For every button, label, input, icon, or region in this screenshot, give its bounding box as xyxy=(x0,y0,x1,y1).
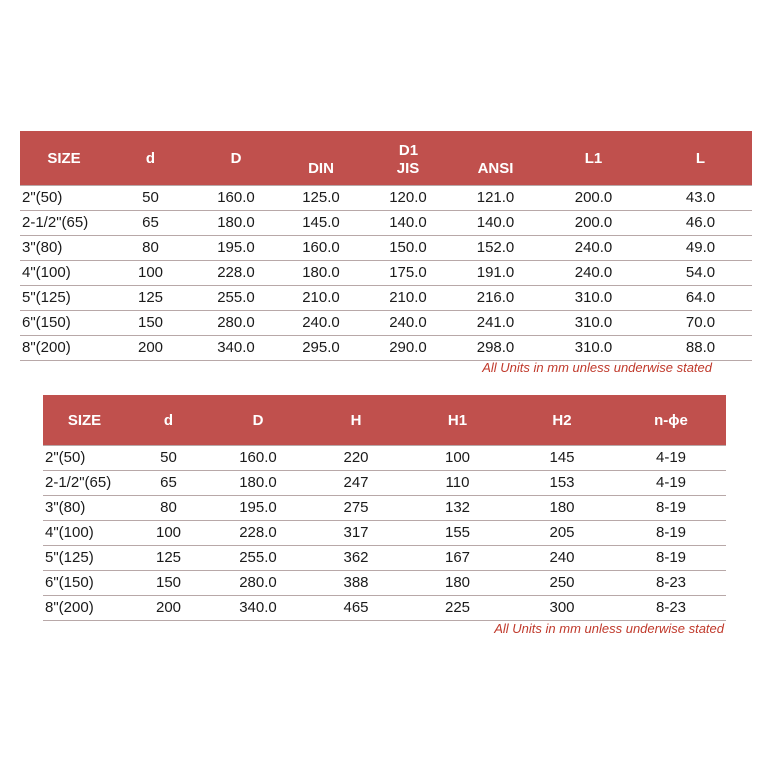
table-cell: 8-19 xyxy=(616,546,726,571)
dimensions-table-2 xyxy=(43,395,726,621)
table-cell: 3"(80) xyxy=(20,236,108,261)
table-row xyxy=(43,471,726,496)
table-row xyxy=(20,336,752,361)
table-cell: 6"(150) xyxy=(43,571,126,596)
table-cell: 140.0 xyxy=(453,211,538,236)
table-cell: 2"(50) xyxy=(20,186,108,211)
table-cell: 88.0 xyxy=(649,336,752,361)
header-cell: H1 xyxy=(407,395,508,446)
header-D: D xyxy=(193,131,279,186)
table-cell: 240 xyxy=(508,546,616,571)
table-cell: 160.0 xyxy=(193,186,279,211)
table-cell: 140.0 xyxy=(363,211,453,236)
table-cell: 340.0 xyxy=(211,596,305,621)
table-cell: 180.0 xyxy=(193,211,279,236)
table-cell: 240.0 xyxy=(538,236,649,261)
table-cell: 175.0 xyxy=(363,261,453,286)
table-cell: 200 xyxy=(126,596,211,621)
table-cell: 64.0 xyxy=(649,286,752,311)
table-cell: 241.0 xyxy=(453,311,538,336)
table-cell: 200.0 xyxy=(538,186,649,211)
table-cell: 310.0 xyxy=(538,286,649,311)
table-row xyxy=(20,211,752,236)
header-l: L xyxy=(649,131,752,186)
header-l1: L1 xyxy=(538,131,649,186)
table-cell: 195.0 xyxy=(193,236,279,261)
table-row xyxy=(43,596,726,621)
table-cell: 2"(50) xyxy=(43,446,126,471)
table-cell: 240.0 xyxy=(363,311,453,336)
table-cell: 65 xyxy=(108,211,193,236)
table-cell: 310.0 xyxy=(538,336,649,361)
table-cell: 145 xyxy=(508,446,616,471)
table-cell: 310.0 xyxy=(538,311,649,336)
table-cell: 6"(150) xyxy=(20,311,108,336)
table-cell: 247 xyxy=(305,471,407,496)
table-cell: 49.0 xyxy=(649,236,752,261)
table-cell: 280.0 xyxy=(211,571,305,596)
header-jis: JIS xyxy=(363,160,453,186)
table-cell: 290.0 xyxy=(363,336,453,361)
table-cell: 298.0 xyxy=(453,336,538,361)
table-cell: 280.0 xyxy=(193,311,279,336)
table-cell: 216.0 xyxy=(453,286,538,311)
table-cell: 255.0 xyxy=(211,546,305,571)
table-cell: 295.0 xyxy=(279,336,363,361)
table-cell: 275 xyxy=(305,496,407,521)
table-cell: 2-1/2"(65) xyxy=(20,211,108,236)
table-cell: 8"(200) xyxy=(20,336,108,361)
table-row xyxy=(43,446,726,471)
table-cell: 8-19 xyxy=(616,521,726,546)
table-cell: 155 xyxy=(407,521,508,546)
table-cell: 180.0 xyxy=(211,471,305,496)
table-cell: 340.0 xyxy=(193,336,279,361)
table-cell: 65 xyxy=(126,471,211,496)
table-row xyxy=(43,521,726,546)
table-row xyxy=(20,286,752,311)
table-cell: 210.0 xyxy=(279,286,363,311)
table-cell: 46.0 xyxy=(649,211,752,236)
table-cell: 100 xyxy=(126,521,211,546)
header-ansi: ANSI xyxy=(453,160,538,186)
table-cell: 388 xyxy=(305,571,407,596)
table-cell: 191.0 xyxy=(453,261,538,286)
table-cell: 100 xyxy=(407,446,508,471)
header-din: DIN xyxy=(279,160,363,186)
table-cell: 132 xyxy=(407,496,508,521)
header-cell: D xyxy=(211,395,305,446)
table-cell: 145.0 xyxy=(279,211,363,236)
table-cell: 180 xyxy=(407,571,508,596)
table-cell: 121.0 xyxy=(453,186,538,211)
table-cell: 228.0 xyxy=(211,521,305,546)
table-cell: 2-1/2"(65) xyxy=(43,471,126,496)
table-cell: 100 xyxy=(108,261,193,286)
table-cell: 80 xyxy=(108,236,193,261)
table-cell: 317 xyxy=(305,521,407,546)
table-cell: 4-19 xyxy=(616,446,726,471)
table-cell: 150.0 xyxy=(363,236,453,261)
table-cell: 205 xyxy=(508,521,616,546)
table-cell: 255.0 xyxy=(193,286,279,311)
header-cell: d xyxy=(126,395,211,446)
table-cell: 5"(125) xyxy=(20,286,108,311)
table-cell: 250 xyxy=(508,571,616,596)
header-cell: H2 xyxy=(508,395,616,446)
table-cell: 125 xyxy=(108,286,193,311)
header-cell: H xyxy=(305,395,407,446)
table-cell: 220 xyxy=(305,446,407,471)
table-cell: 150 xyxy=(108,311,193,336)
table-row xyxy=(43,496,726,521)
header-cell: n-ϕe xyxy=(616,395,726,446)
table-cell: 8-23 xyxy=(616,571,726,596)
table-cell: 150 xyxy=(126,571,211,596)
table-cell: 8-19 xyxy=(616,496,726,521)
dimensions-table-1 xyxy=(20,131,752,361)
table-cell: 43.0 xyxy=(649,186,752,211)
header-size: SIZE xyxy=(20,131,108,186)
table-cell: 4"(100) xyxy=(20,261,108,286)
table-row xyxy=(20,261,752,286)
table-cell: 4"(100) xyxy=(43,521,126,546)
table-cell: 200 xyxy=(108,336,193,361)
table-cell: 300 xyxy=(508,596,616,621)
table-cell: 167 xyxy=(407,546,508,571)
table-cell: 125 xyxy=(126,546,211,571)
table-cell: 465 xyxy=(305,596,407,621)
table-cell: 200.0 xyxy=(538,211,649,236)
header-d1: D1 xyxy=(279,131,538,160)
table-cell: 153 xyxy=(508,471,616,496)
table-row xyxy=(20,236,752,261)
table-cell: 180 xyxy=(508,496,616,521)
table-cell: 180.0 xyxy=(279,261,363,286)
units-note-2: All Units in mm unless underwise stated xyxy=(494,621,724,636)
table-cell: 228.0 xyxy=(193,261,279,286)
table-cell: 195.0 xyxy=(211,496,305,521)
table-cell: 4-19 xyxy=(616,471,726,496)
table-cell: 8"(200) xyxy=(43,596,126,621)
table-cell: 110 xyxy=(407,471,508,496)
table-cell: 8-23 xyxy=(616,596,726,621)
table-cell: 362 xyxy=(305,546,407,571)
table-row xyxy=(43,546,726,571)
table-cell: 120.0 xyxy=(363,186,453,211)
table-cell: 5"(125) xyxy=(43,546,126,571)
table-cell: 80 xyxy=(126,496,211,521)
header-d: d xyxy=(108,131,193,186)
table-cell: 160.0 xyxy=(279,236,363,261)
table-row xyxy=(20,311,752,336)
table-row xyxy=(20,186,752,211)
table-row xyxy=(43,571,726,596)
table-cell: 125.0 xyxy=(279,186,363,211)
table-cell: 240.0 xyxy=(538,261,649,286)
table-cell: 50 xyxy=(126,446,211,471)
table-cell: 225 xyxy=(407,596,508,621)
units-note-1: All Units in mm unless underwise stated xyxy=(482,360,712,375)
header-cell: SIZE xyxy=(43,395,126,446)
table-cell: 152.0 xyxy=(453,236,538,261)
table-cell: 3"(80) xyxy=(43,496,126,521)
table-cell: 160.0 xyxy=(211,446,305,471)
table-cell: 50 xyxy=(108,186,193,211)
table-cell: 240.0 xyxy=(279,311,363,336)
table-cell: 210.0 xyxy=(363,286,453,311)
table-cell: 70.0 xyxy=(649,311,752,336)
table-cell: 54.0 xyxy=(649,261,752,286)
